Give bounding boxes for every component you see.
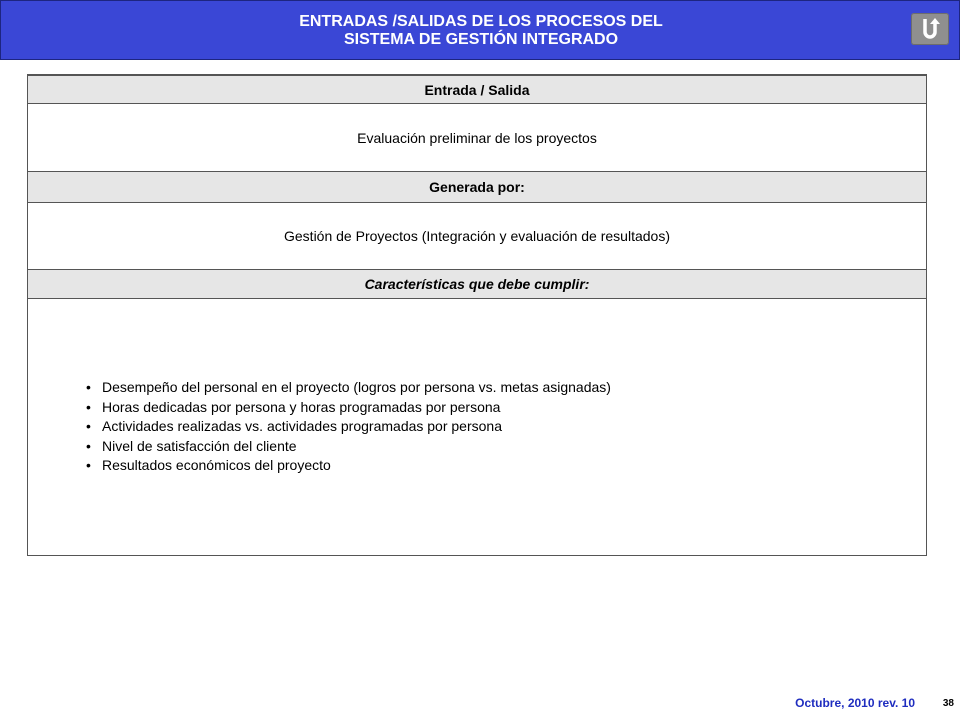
list-item: • Resultados económicos del proyecto bbox=[86, 456, 611, 476]
footer-revision-date: Octubre, 2010 rev. 10 bbox=[795, 696, 915, 710]
caracteristicas-cell bbox=[28, 299, 926, 555]
process-table bbox=[27, 74, 927, 556]
return-arrow-icon bbox=[918, 17, 942, 41]
generada-por-cell bbox=[28, 203, 926, 269]
entrada-salida-label: Entrada / Salida bbox=[424, 81, 530, 98]
page-title bbox=[181, 13, 781, 49]
page-title-line-2: SISTEMA DE GESTIÓN INTEGRADO bbox=[343, 31, 619, 48]
caracteristicas-header bbox=[28, 269, 926, 299]
back-button[interactable] bbox=[911, 13, 949, 45]
entrada-salida-cell bbox=[28, 104, 926, 171]
list-item: • Nivel de satisfacción del cliente bbox=[86, 437, 611, 457]
entrada-salida-value: Evaluación preliminar de los proyectos bbox=[357, 129, 597, 146]
caracteristicas-list bbox=[86, 378, 611, 476]
page-title-line-1: ENTRADAS /SALIDAS DE LOS PROCESOS DEL bbox=[299, 13, 663, 30]
list-item: • Desempeño del personal en el proyecto (logros por persona vs. metas asignadas) bbox=[86, 378, 611, 398]
page-number: 38 bbox=[942, 698, 954, 709]
generada-por-label: Generada por: bbox=[429, 179, 525, 195]
generada-por-value: Gestión de Proyectos (Integración y evaluación de resultados) bbox=[284, 228, 670, 244]
caracteristicas-label: Características que debe cumplir: bbox=[364, 276, 590, 292]
header-bar bbox=[0, 0, 960, 60]
generada-por-header bbox=[28, 171, 926, 203]
list-item: • Horas dedicadas por persona y horas programadas por persona bbox=[86, 398, 611, 418]
list-item: • Actividades realizadas vs. actividades programadas por persona bbox=[86, 417, 611, 437]
entrada-salida-header bbox=[28, 75, 926, 104]
